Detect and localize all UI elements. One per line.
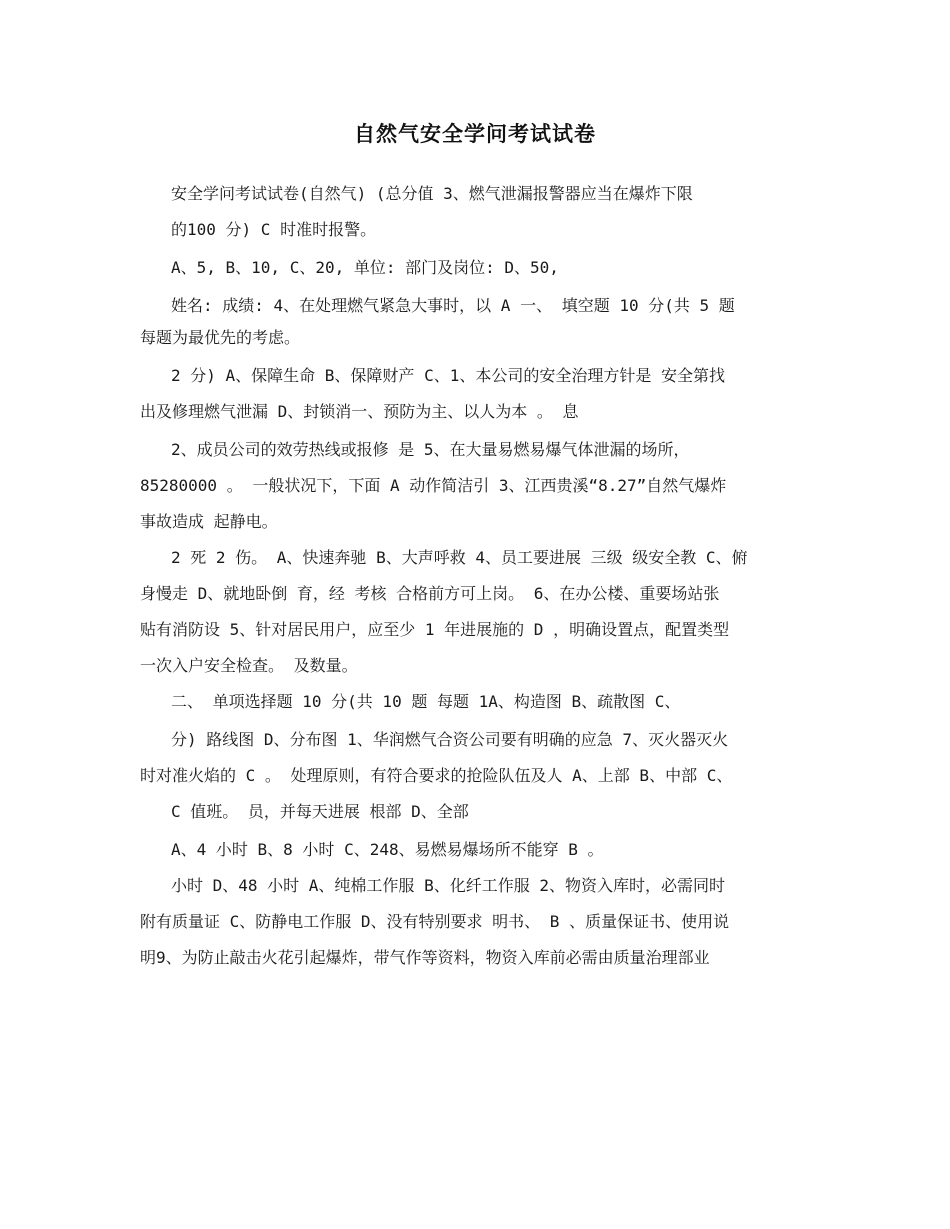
text-line: 身慢走 D、就地卧倒 育，经 考核 合格前方可上岗。 6、在办公楼、重要场站张 bbox=[140, 584, 720, 603]
text-line: 分) 路线图 D、分布图 1、华润燃气合资公司要有明确的应急 7、灭火器灭火 bbox=[171, 730, 729, 749]
text-line: A、5, B、10, C、20, 单位: 部门及岗位: D、50, bbox=[171, 258, 559, 277]
text-line: 2、成员公司的效劳热线或报修 是 5、在大量易燃易爆气体泄漏的场所， bbox=[171, 440, 690, 459]
text-line: A、4 小时 B、8 小时 C、248、易燃易爆场所不能穿 B 。 bbox=[171, 840, 604, 859]
text-line: 附有质量证 C、防静电工作服 D、没有特别要求 明书、 B 、质量保证书、使用说 bbox=[140, 912, 730, 931]
text-line: 的100 分) C 时准时报警。 bbox=[171, 220, 377, 239]
text-line: C 值班。 员，并每天进展 根部 D、全部 bbox=[171, 802, 469, 821]
text-line: 姓名: 成绩: 4、在处理燃气紧急大事时，以 A 一、 填空题 10 分(共 5 题 bbox=[171, 296, 735, 315]
text-line: 小时 D、48 小时 A、纯棉工作服 B、化纤工作服 2、物资入库时，必需同时 bbox=[171, 876, 725, 895]
text-line: 一次入户安全检查。 及数量。 bbox=[140, 656, 358, 675]
text-line: 每题为最优先的考虑。 bbox=[140, 328, 301, 347]
text-line: 贴有消防设 5、针对居民用户，应至少 1 年进展施的 D ，明确设置点，配置类型 bbox=[140, 620, 730, 639]
text-line: 二、 单项选择题 10 分(共 10 题 每题 1A、构造图 B、疏散图 C、 bbox=[171, 692, 681, 711]
text-line: 明9、为防止敲击火花引起爆炸，带气作等资料，物资入库前必需由质量治理部业 bbox=[140, 948, 710, 967]
text-line: 出及修理燃气泄漏 D、封锁消一、预防为主、以人为本 。 息 bbox=[140, 402, 579, 421]
text-line: 时对准火焰的 C 。 处理原则，有符合要求的抢险队伍及人 A、上部 B、中部 C、 bbox=[140, 766, 733, 785]
text-line: 2 死 2 伤。 A、快速奔驰 B、大声呼救 4、员工要进展 三级 级安全教 C、俯 bbox=[171, 548, 748, 567]
text-line: 2 分) A、保障生命 B、保障财产 C、1、本公司的安全治理方针是 安全第找 bbox=[171, 366, 725, 385]
document-title: 自然气安全学问考试试卷 bbox=[354, 121, 596, 146]
text-line: 事故造成 起静电。 bbox=[140, 512, 278, 531]
text-line: 安全学问考试试卷(自然气) (总分值 3、燃气泄漏报警器应当在爆炸下限 bbox=[171, 184, 693, 203]
text-line: 85280000 。 一般状况下，下面 A 动作简洁引 3、江西贵溪“8.27”自然气爆炸 bbox=[140, 476, 727, 495]
